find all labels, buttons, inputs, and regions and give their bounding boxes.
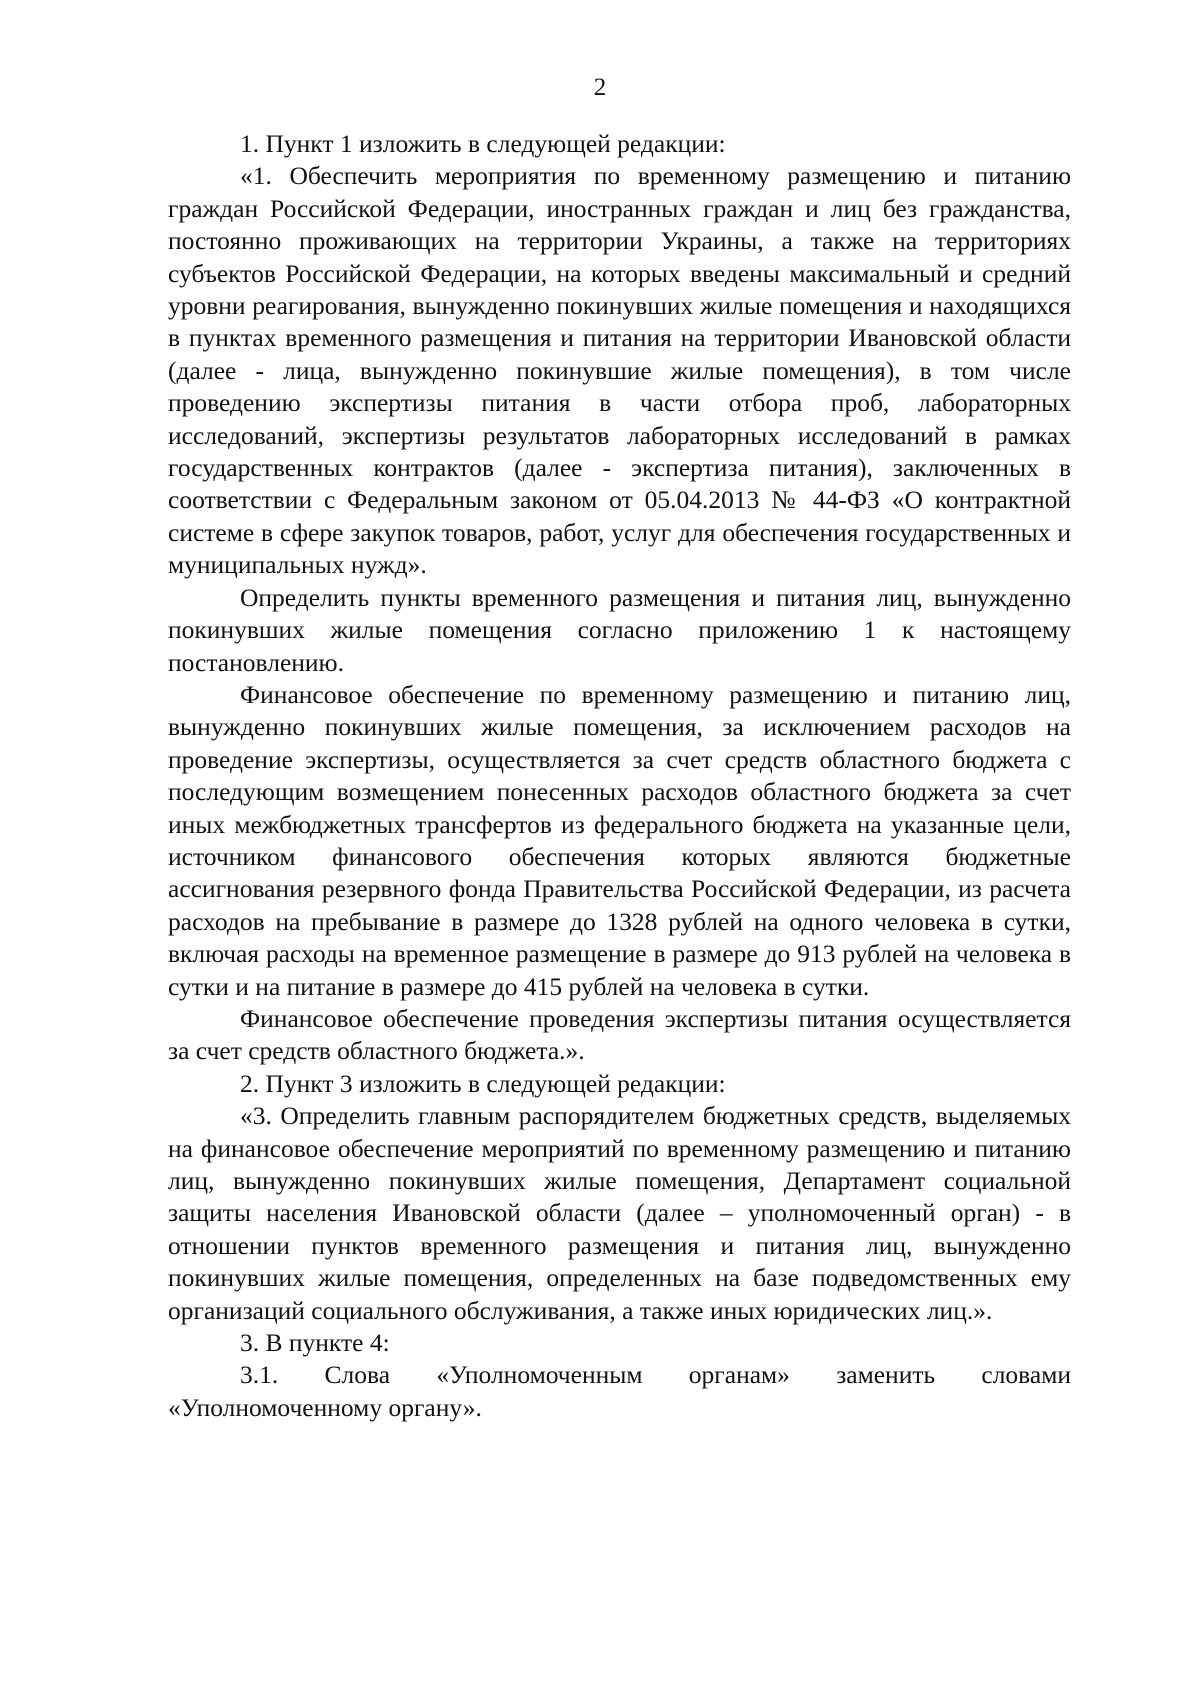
paragraph-expertise-financing: Финансовое обеспечение проведения экспертизы питания осуществляется за счет средств областного бюджета.». [168,1003,1071,1066]
page-number: 2 [593,74,607,101]
paragraph-item-3-heading: 3. В пункте 4: [240,1328,390,1358]
document-text-body [168,128,1071,1424]
paragraph-item-1-heading: 1. Пункт 1 изложить в следующей редакции: [240,129,726,158]
paragraph-determine-points: Определить пункты временного размещения и питания лиц, вынужденно покинувших жилые помещения согласно приложению 1 к настоящему постановлению. [168,582,1071,677]
paragraph-item-3-text: «3. Определить главным распорядителем бюджетных средств, выделяемых на финансовое обеспечение мероприятий по временному размещению и питанию лиц, вынужденно покинувших жилые помещения, Департамент социальной защиты населения Ивановской области (далее – уполномоченный орган) - в отношении пунктов временного размещения и питания лиц, вынужденно покинувших жилые помещения, определенных на базе подведомственных ему организаций социального обслуживания, а также иных юридических лиц.». [168,1101,1071,1325]
paragraph-financing: Финансовое обеспечение по временному размещению и питанию лиц, вынужденно покинувших жилые помещения, за исключением расходов на проведение экспертизы, осуществляется за счет средств областного бюджета с последующим возмещением понесенных расходов областного бюджета за счет иных межбюджетных трансфертов из федерального бюджета на указанные цели, источником финансового обеспечения которых являются бюджетные ассигнования резервного фонда Правительства Российской Федерации, из расчета расходов на пребывание в размере до 1328 рублей на одного человека в сутки, включая расходы на временное размещение в размере до 913 рублей на человека в сутки и на питание в размере до 415 рублей на человека в сутки. [168,679,1071,1001]
paragraph-item-1-text: «1. Обеспечить мероприятия по временному размещению и питанию граждан Российской Федерации, иностранных граждан и лиц без гражданства, постоянно проживающих на территории Украины, а также на территориях субъектов Российской Федерации, на которых введены максимальный и средний уровни реагирования, вынужденно покинувших жилые помещения и находящихся в пунктах временного размещения и питания на территории Ивановской области (далее - лица, вынужденно покинувшие жилые помещения), в том числе проведению экспертизы питания в части отбора проб, лабораторных исследований, экспертизы результатов лабораторных исследований в рамках государственных контрактов (далее - экспертиза питания), заключенных в соответствии с Федеральным законом от 05.04.2013 № 44-ФЗ «О контрактной системе в сфере закупок товаров, работ, услуг для обеспечения государственных и муниципальных нужд». [168,161,1071,580]
paragraph-item-2-heading: 2. Пункт 3 изложить в следующей редакции: [240,1068,726,1098]
paragraph-item-3-1: 3.1. Слова «Уполномоченным органам» заменить словами «Уполномоченному органу». [168,1360,1071,1422]
